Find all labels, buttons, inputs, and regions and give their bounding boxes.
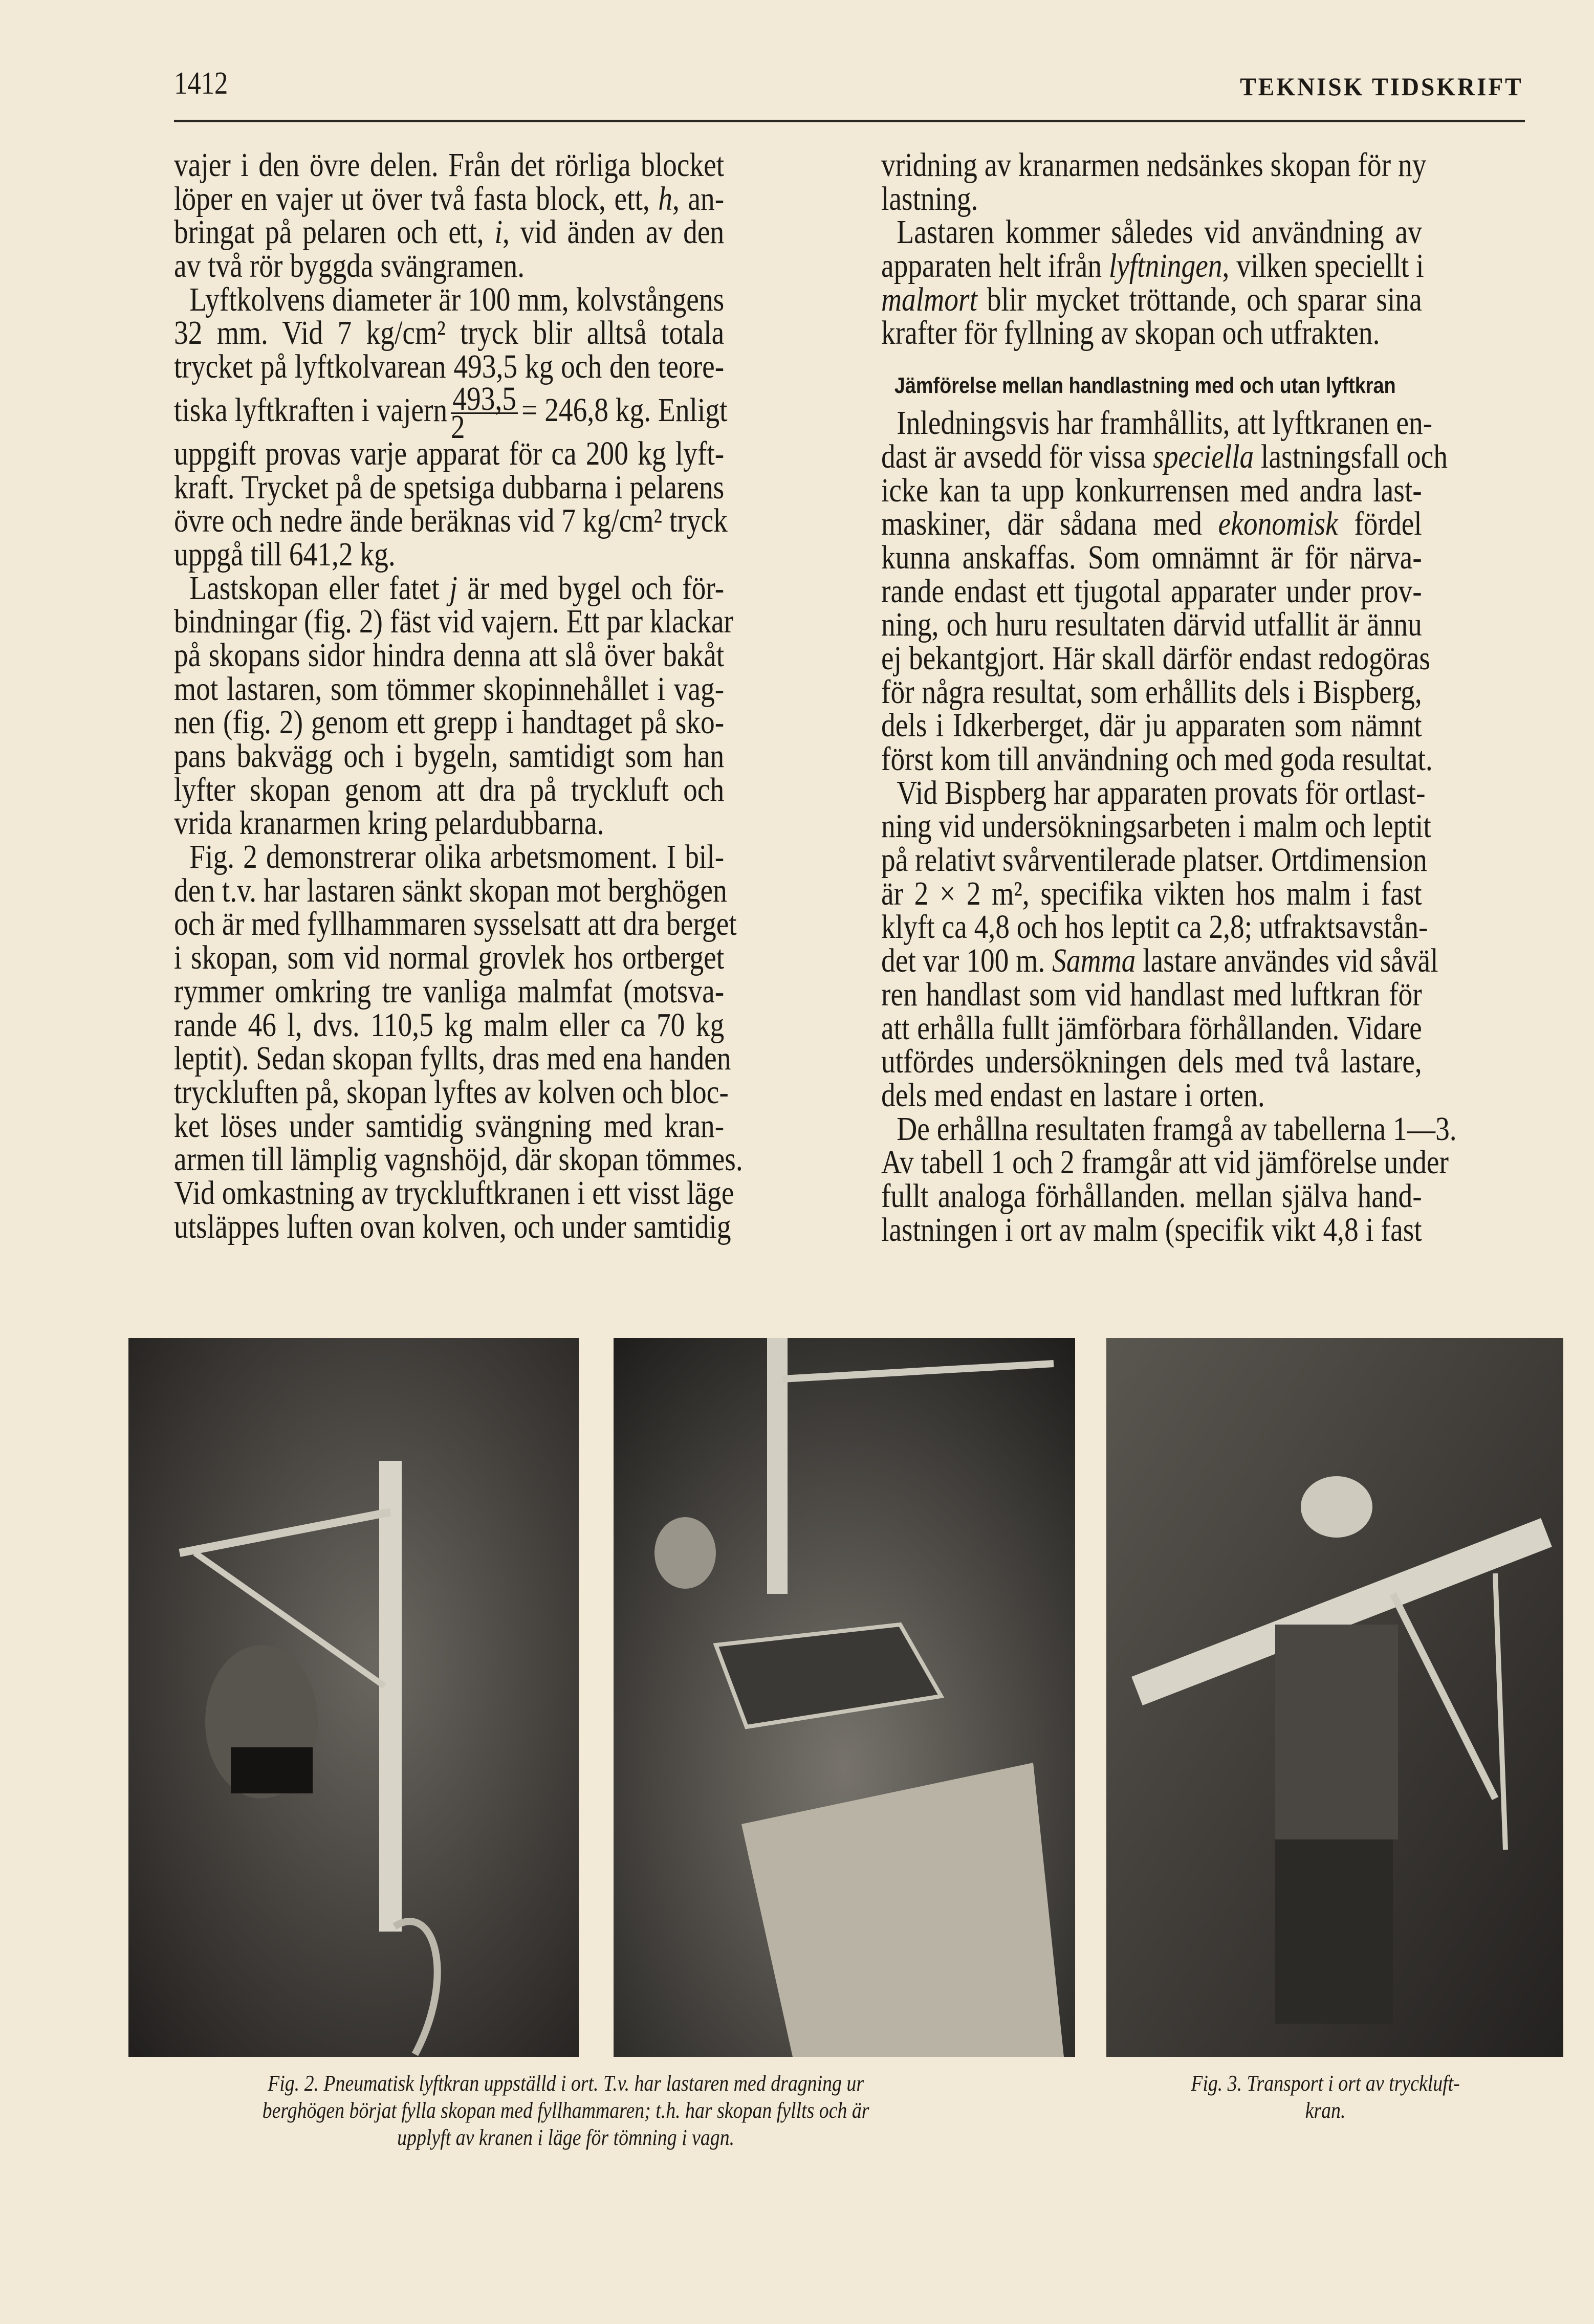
text-span: klyft ca 4,8 och hos leptit ca 2,8; utfraktsavstån- — [881, 908, 1428, 946]
text-span: Lastaren kommer således vid användning av — [897, 213, 1422, 251]
text-line — [881, 1009, 1422, 1047]
text-span: ren handlast som vid handlast med luftkran för — [881, 975, 1422, 1013]
photo-fig2-left — [128, 1338, 579, 2057]
text-line — [881, 1213, 1422, 1247]
italic-text: h — [658, 180, 673, 217]
text-line — [881, 740, 1433, 778]
italic-text: j — [449, 569, 457, 607]
text-line — [174, 249, 724, 283]
text-line — [174, 380, 728, 446]
text-span: Inledningsvis har framhållits, att lyftkranen en- — [897, 404, 1433, 442]
text-span: pans bakvägg och i bygeln, samtidigt som han — [174, 737, 725, 775]
text-line — [174, 502, 728, 540]
text-span: vajer i den övre delen. Från det rörliga blocket — [174, 146, 725, 184]
text-line — [174, 1109, 724, 1143]
text-span: först kom till användning och med goda resultat. — [881, 740, 1433, 778]
text-span: fördel — [1338, 505, 1422, 543]
text-span: , vid änden av den — [502, 213, 725, 251]
text-span: blir mycket tröttande, och sparar sina — [977, 280, 1422, 318]
text-span: mot lastaren, som tömmer skopinnehållet i vag- — [174, 670, 725, 708]
text-span: Vid Bispberg har apparaten provats för ortlast- — [897, 774, 1426, 812]
text-span: lastningsfall och — [1254, 437, 1448, 475]
text-span: övre och nedre ände beräknas vid 7 kg/cm² tryck — [174, 502, 728, 540]
text-line — [174, 468, 725, 506]
text-span: lastning. — [881, 180, 978, 217]
text-line — [174, 773, 724, 807]
header-rule — [174, 120, 1525, 122]
text-line — [881, 572, 1422, 610]
text-line — [881, 182, 1422, 216]
text-line — [174, 905, 737, 943]
text-line — [174, 840, 724, 874]
text-span: trycket på lyftkolvarean 493,5 kg och den teore- — [174, 348, 725, 386]
text-span: utsläppes luften ovan kolven, och under samtidig — [174, 1208, 731, 1245]
text-line — [174, 148, 724, 182]
right-column-body-text — [881, 406, 1525, 1246]
text-line — [881, 908, 1428, 946]
text-span: Av tabell 1 och 2 framgår att vid jämförelse under — [881, 1144, 1449, 1181]
text-span: och är med fyllhammaren sysselsatt att dra berget — [174, 905, 737, 943]
text-span: Vid omkastning av tryckluftkranen i ett visst läge — [174, 1174, 734, 1212]
text-span: , vilken speciellt i — [1222, 247, 1424, 285]
text-span: nen (fig. 2) genom ett grepp i handtaget på sko- — [174, 704, 725, 741]
formula-text-after: = 246,8 kg. Enligt — [521, 391, 728, 429]
section-heading: Jämförelse mellan handlastning med och utan lyftkran — [894, 373, 1396, 399]
text-span: vrida kranarmen kring pelardubbarna. — [174, 804, 604, 842]
text-span: lastningen i ort av malm (specifik vikt 4,8 i fast — [881, 1211, 1422, 1248]
text-line — [881, 975, 1422, 1013]
text-span: kraft. Trycket på de spetsiga dubbarna i pelarens — [174, 468, 725, 506]
photo-fig2-right — [614, 1338, 1075, 2057]
text-span: maskiner, där sådana med — [881, 505, 1218, 543]
text-line — [174, 1208, 731, 1245]
text-span: för några resultat, som erhållits dels i Bispberg, — [881, 673, 1422, 711]
text-line — [174, 672, 724, 706]
text-line — [174, 706, 724, 739]
text-line — [174, 603, 734, 641]
text-span: , an- — [672, 180, 725, 217]
text-line — [881, 280, 1422, 318]
text-span: av två rör byggda svängramen. — [174, 247, 525, 285]
text-line — [881, 709, 1422, 742]
text-span: ning vid undersökningsarbeten i malm och leptit — [881, 807, 1431, 845]
italic-text: i — [494, 213, 503, 251]
figure-3-caption — [1105, 2070, 1545, 2124]
figure-2-caption — [143, 2070, 988, 2151]
formula-text-before: tiska lyftkraften i vajern — [174, 391, 448, 429]
photo-fig3 — [1106, 1338, 1563, 2057]
text-span: Fig. 2 demonstrerar olika arbetsmoment. I bil- — [189, 838, 725, 876]
text-span: uppgå till 641,2 kg. — [174, 535, 396, 573]
text-span: ej bekantgjort. Här skall därför endast redogöras — [881, 639, 1430, 677]
caption-line: berghögen börjat fylla skopan med fyllhammaren; t.h. har skopan fyllts och är — [262, 2098, 869, 2123]
text-line — [174, 434, 725, 472]
journal-title: TEKNISK TIDSKRIFT — [1240, 72, 1523, 101]
text-span: löper en vajer ut över två fasta block, ett, — [174, 180, 659, 217]
text-span: dels med endast en lastare i orten. — [881, 1076, 1265, 1114]
text-line — [881, 507, 1422, 541]
text-line — [881, 639, 1430, 677]
text-line — [881, 1045, 1422, 1079]
text-span: utfördes undersökningen dels med två lastare, — [881, 1043, 1422, 1081]
text-span: kunna anskaffas. Som omnämnt är för närva- — [881, 538, 1422, 576]
text-line — [881, 316, 1422, 350]
text-line — [881, 1179, 1422, 1213]
text-span: är 2 × 2 m², specifika vikten hos malm i fast — [881, 874, 1422, 912]
text-span: dast är avsedd för vissa — [881, 437, 1153, 475]
text-span: leptit). Sedan skopan fyllts, dras med ena handen — [174, 1040, 731, 1078]
text-line — [881, 471, 1422, 509]
text-span: bringat på pelaren och ett, — [174, 213, 495, 251]
text-span: 32 mm. Vid 7 kg/cm² tryck blir alltså totala — [174, 314, 725, 352]
italic-text: Samma — [1052, 942, 1136, 980]
page-number: 1412 — [174, 66, 228, 101]
text-line — [881, 1144, 1449, 1181]
text-span: den t.v. har lastaren sänkt skopan mot berghögen — [174, 871, 727, 909]
text-line — [174, 941, 724, 975]
text-line — [881, 215, 1422, 249]
fraction-denominator: 2 — [450, 408, 465, 446]
text-line — [174, 636, 725, 674]
text-span: att erhålla fullt jämförbara förhållanden. Vidare — [881, 1009, 1422, 1047]
text-span: i skopan, som vid normal grovlek hos ortberget — [174, 939, 725, 977]
text-span: Lastskopan eller fatet — [189, 569, 450, 607]
fraction-numerator: 493,5 — [451, 386, 518, 414]
text-span: lyfter skopan genom att dra på tryckluft och — [174, 771, 725, 808]
caption-line: kran. — [1305, 2098, 1346, 2123]
text-span: ket löses under samtidig svängning med kran- — [174, 1107, 725, 1145]
text-span: uppgift provas varje apparat för ca 200 kg lyft- — [174, 434, 725, 472]
text-line — [174, 806, 724, 840]
text-line — [881, 437, 1448, 475]
text-line — [174, 569, 725, 607]
text-span: tryckluften på, skopan lyftes av kolven och bloc- — [174, 1073, 729, 1111]
text-line — [174, 739, 724, 773]
text-line — [881, 807, 1431, 845]
text-span: ning, och huru resultaten därvid utfallit är ännu — [881, 606, 1422, 644]
text-line — [881, 608, 1422, 642]
text-span: apparaten helt ifrån — [881, 247, 1109, 285]
text-line — [881, 841, 1427, 879]
text-span: rande endast ett tjugotal apparater under prov- — [881, 572, 1422, 610]
text-line — [174, 1073, 729, 1111]
text-span: armen till lämplig vagnshöjd, där skopan tömmes. — [174, 1141, 743, 1178]
text-line — [881, 874, 1422, 912]
text-span: lastare användes vid såväl — [1136, 942, 1438, 980]
italic-text: lyftningen — [1108, 247, 1222, 285]
text-span: på relativt svårventilerade platser. Ortdimension — [881, 841, 1427, 879]
text-span: fullt analoga förhållanden. mellan själva hand- — [881, 1177, 1422, 1215]
right-column-top-text — [881, 148, 1525, 350]
text-span: är med bygel och för- — [457, 569, 725, 607]
text-line — [881, 942, 1438, 980]
right-column — [881, 148, 1525, 1246]
text-line — [881, 1110, 1457, 1148]
text-span: det var 100 m. — [881, 942, 1053, 980]
text-span: icke kan ta upp konkurrensen med andra last- — [881, 471, 1422, 509]
text-line — [174, 871, 727, 909]
text-span: på skopans sidor hindra denna att slå över bakåt — [174, 636, 725, 674]
text-span: rymmer omkring tre vanliga malmfat (motsva- — [174, 972, 725, 1010]
text-line — [174, 1141, 743, 1178]
text-line — [174, 1008, 724, 1042]
text-line — [174, 280, 725, 318]
text-line — [881, 774, 1426, 812]
italic-text: ekonomisk — [1218, 505, 1338, 543]
text-line — [174, 350, 724, 384]
text-span: bindningar (fig. 2) fäst vid vajern. Ett par klackar — [174, 603, 734, 641]
text-line — [881, 249, 1422, 283]
caption-line: upplyft av kranen i läge för tömning i vagn. — [397, 2125, 735, 2150]
italic-text: speciella — [1153, 437, 1254, 475]
text-span: vridning av kranarmen nedsänkes skopan för ny — [881, 146, 1427, 184]
text-span: dels i Idkerberget, där ju apparaten som nämnt — [881, 707, 1422, 744]
text-line — [174, 316, 724, 350]
text-line — [174, 972, 725, 1010]
text-line — [881, 404, 1433, 442]
text-span: krafter för fyllning av skopan och utfrakten. — [881, 314, 1380, 352]
text-line — [881, 146, 1427, 184]
text-line — [174, 1040, 731, 1078]
text-line — [881, 675, 1422, 709]
left-column — [174, 148, 829, 1243]
text-line — [881, 1076, 1422, 1114]
text-line — [174, 215, 724, 249]
text-line — [174, 535, 724, 573]
caption-line: Fig. 2. Pneumatisk lyftkran uppställd i ort. T.v. har lastaren med dragning ur — [268, 2071, 864, 2096]
text-line — [174, 1174, 734, 1212]
text-span: Lyftkolvens diameter är 100 mm, kolvstångens — [189, 280, 725, 318]
text-span: rande 46 l, dvs. 110,5 kg malm eller ca 70 kg — [174, 1006, 725, 1044]
fraction — [450, 380, 518, 446]
text-line — [881, 538, 1422, 576]
caption-line: Fig. 3. Transport i ort av tryckluft- — [1191, 2071, 1460, 2096]
text-span: De erhållna resultaten framgå av tabellerna 1—3. — [897, 1110, 1457, 1148]
italic-text: malmort — [881, 280, 977, 318]
text-line — [174, 182, 724, 216]
